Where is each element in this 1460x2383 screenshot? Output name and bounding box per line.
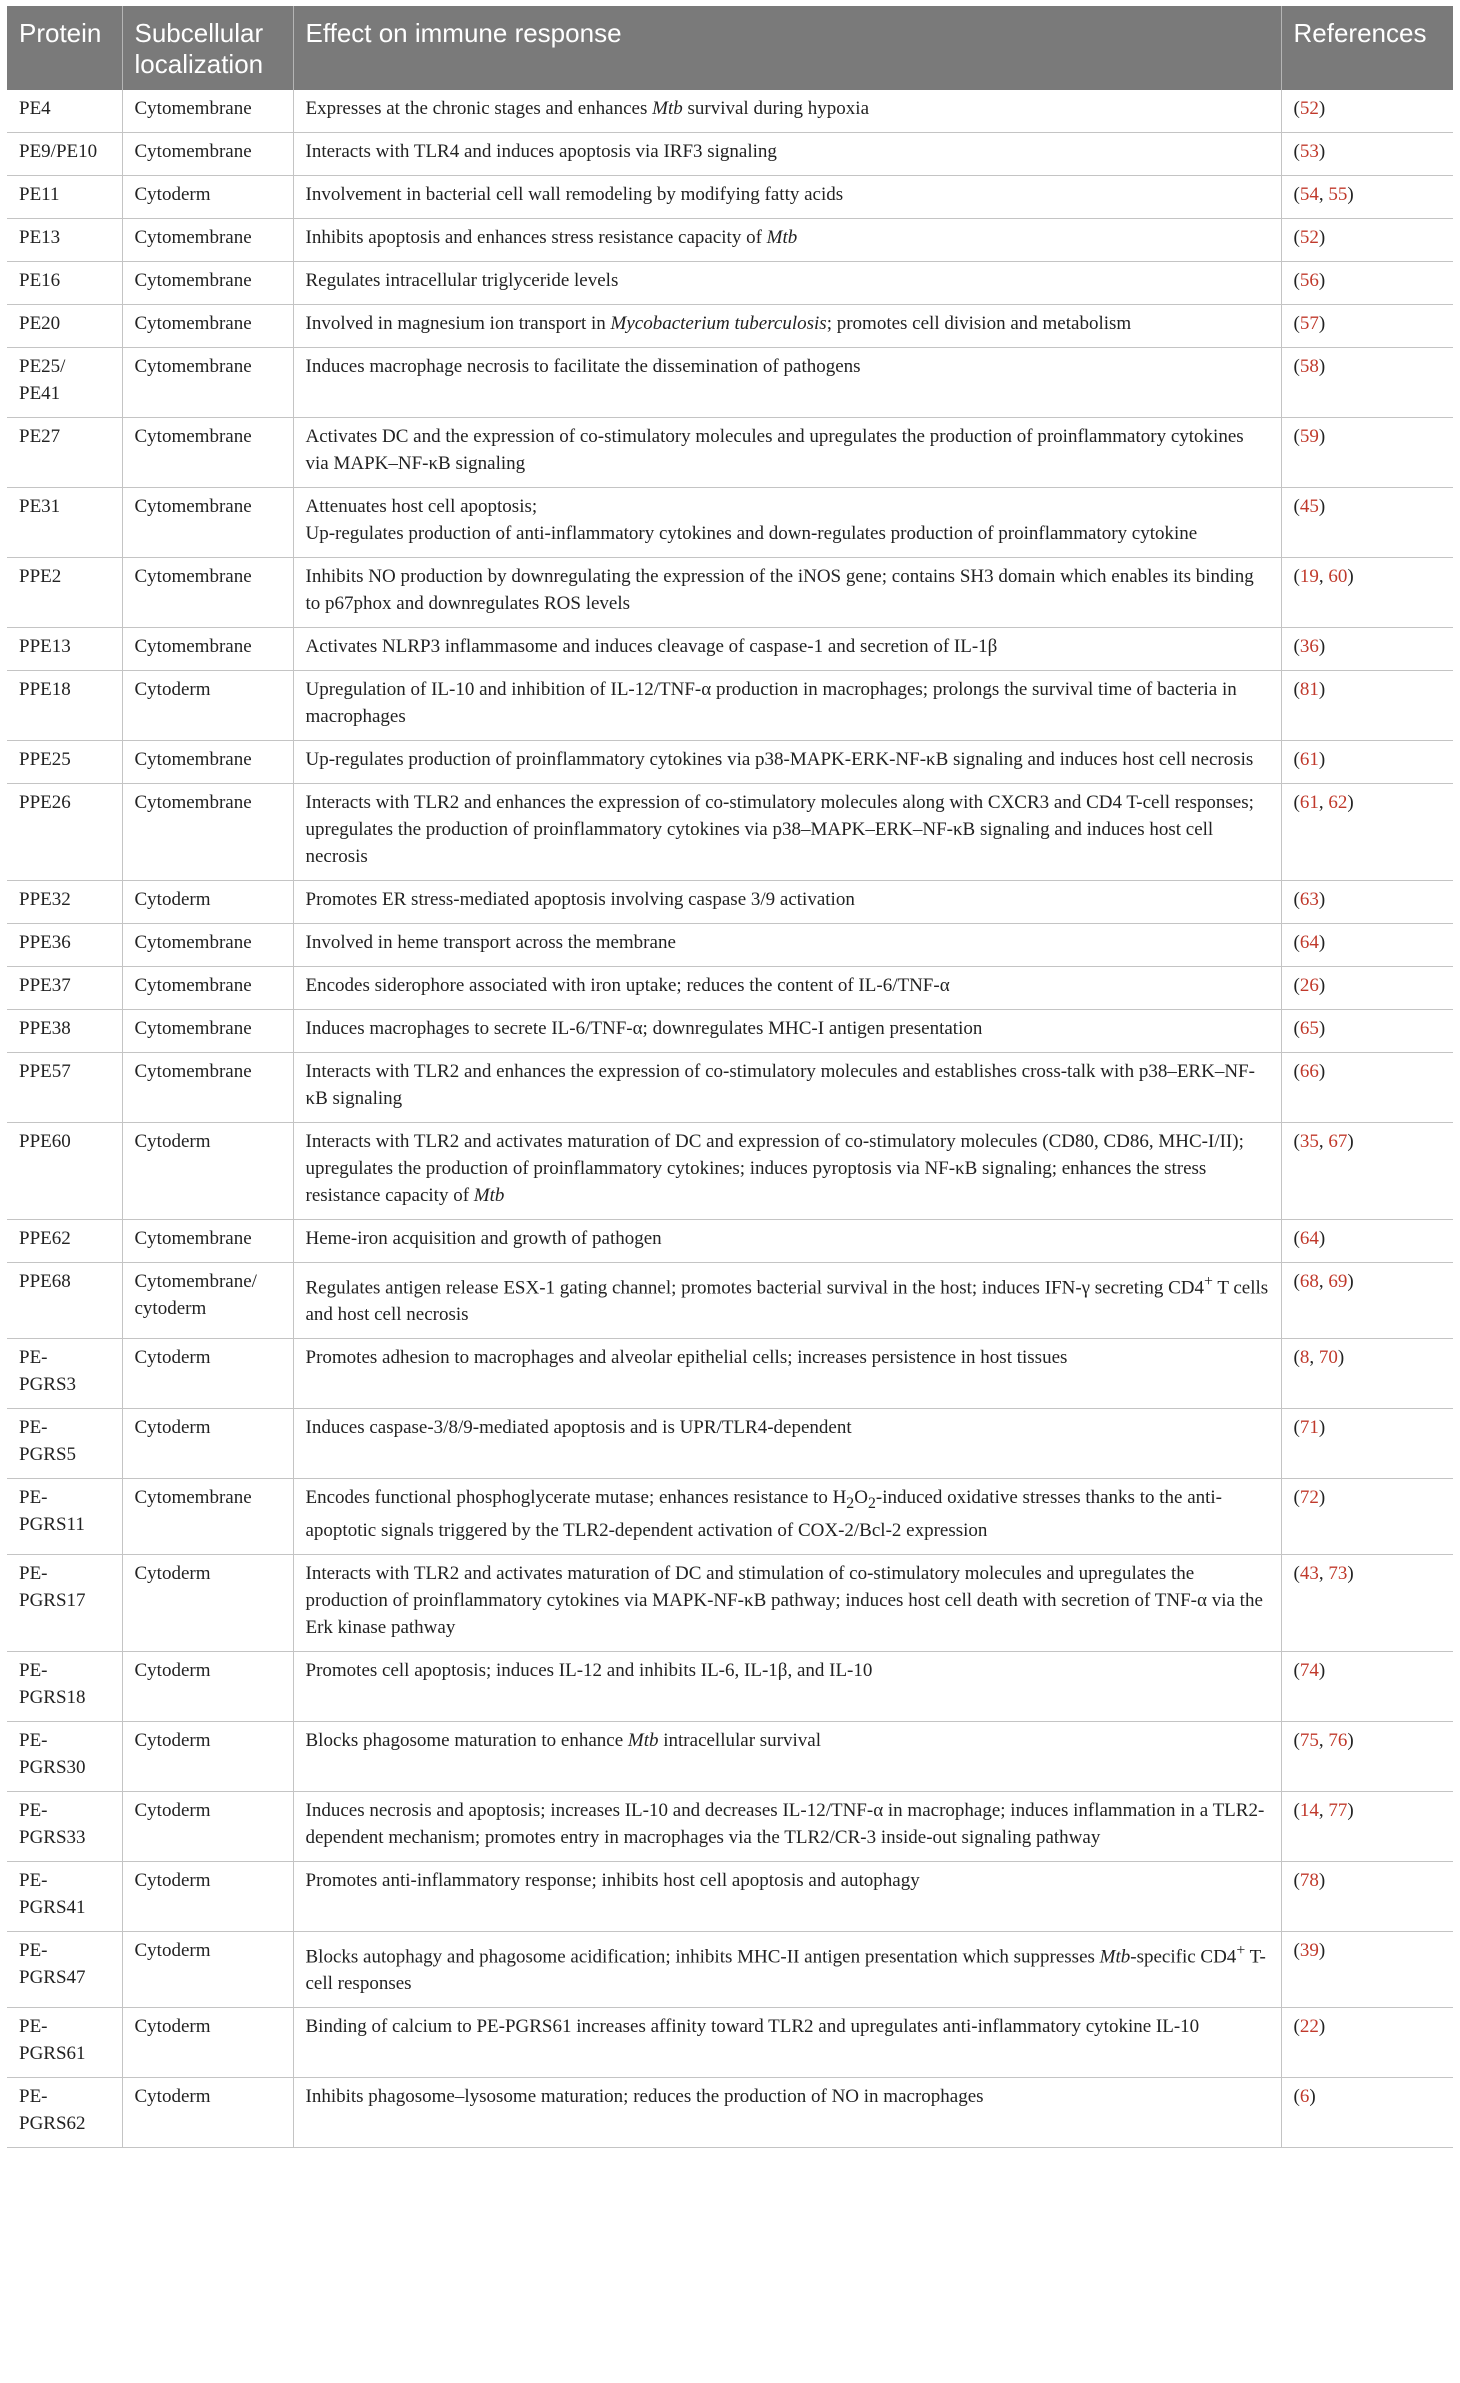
cell-protein: PE20	[7, 305, 122, 348]
cell-effect: Blocks phagosome maturation to enhance Mtb intracellular survival	[293, 1722, 1281, 1792]
cell-effect: Interacts with TLR2 and enhances the expression of co-stimulatory molecules and establishes cross-talk with p38–ERK–NF-κB signaling	[293, 1053, 1281, 1123]
cell-references: (19, 60)	[1281, 558, 1453, 628]
cell-references: (78)	[1281, 1862, 1453, 1932]
cell-effect: Activates NLRP3 inflammasome and induces cleavage of caspase-1 and secretion of IL-1β	[293, 628, 1281, 671]
cell-localization: Cytomembrane	[122, 488, 293, 558]
cell-references: (68, 69)	[1281, 1263, 1453, 1339]
table-row	[7, 418, 1453, 488]
cell-protein: PE- PGRS61	[7, 2008, 122, 2078]
cell-localization: Cytomembrane	[122, 628, 293, 671]
reference-link[interactable]: 39	[1299, 1940, 1319, 1962]
reference-link[interactable]: 74	[1299, 1660, 1319, 1682]
reference-link[interactable]: 65	[1299, 1018, 1319, 1039]
reference-link[interactable]: 58	[1299, 356, 1319, 377]
reference-link[interactable]: 66	[1299, 1061, 1319, 1082]
cell-protein: PPE25	[7, 741, 122, 784]
cell-protein: PE25/ PE41	[7, 348, 122, 418]
reference-link[interactable]: 76	[1328, 1730, 1348, 1752]
cell-localization: Cytomembrane	[122, 924, 293, 967]
cell-protein: PPE32	[7, 881, 122, 924]
cell-protein: PE- PGRS11	[7, 1479, 122, 1555]
reference-link[interactable]: 62	[1328, 792, 1348, 813]
cell-localization: Cytoderm	[122, 1652, 293, 1722]
cell-references: (14, 77)	[1281, 1792, 1453, 1862]
cell-localization: Cytomembrane	[122, 133, 293, 176]
table-row	[7, 1722, 1453, 1792]
cell-localization: Cytoderm	[122, 1932, 293, 2008]
table-row	[7, 741, 1453, 784]
cell-effect: Interacts with TLR2 and enhances the expression of co-stimulatory molecules along with CXCR3 and CD4 T-cell responses; upregulates the production of proinflammatory cytokines via p38–MAPK–ERK–NF-κB signaling and induces host cell necrosis	[293, 784, 1281, 881]
reference-link[interactable]: 55	[1328, 184, 1348, 205]
header-references: References	[1281, 6, 1453, 90]
reference-link[interactable]: 78	[1299, 1870, 1319, 1892]
cell-references: (8, 70)	[1281, 1339, 1453, 1409]
cell-protein: PPE13	[7, 628, 122, 671]
table-row	[7, 1053, 1453, 1123]
reference-link[interactable]: 36	[1299, 636, 1319, 657]
immune-response-table	[7, 6, 1453, 2148]
cell-effect: Binding of calcium to PE-PGRS61 increases affinity toward TLR2 and upregulates anti-inflammatory cytokine IL-10	[293, 2008, 1281, 2078]
reference-link[interactable]: 52	[1299, 98, 1319, 119]
cell-effect: Induces caspase-3/8/9-mediated apoptosis and is UPR/TLR4-dependent	[293, 1409, 1281, 1479]
table-row	[7, 967, 1453, 1010]
reference-link[interactable]: 8	[1299, 1347, 1310, 1369]
cell-effect: Blocks autophagy and phagosome acidification; inhibits MHC-II antigen presentation which suppresses Mtb-specific CD4+ T-cell responses	[293, 1932, 1281, 2008]
cell-effect: Promotes ER stress-mediated apoptosis involving caspase 3/9 activation	[293, 881, 1281, 924]
cell-references: (64)	[1281, 1220, 1453, 1263]
reference-link[interactable]: 75	[1299, 1730, 1319, 1752]
table-row	[7, 305, 1453, 348]
cell-protein: PPE60	[7, 1123, 122, 1220]
reference-link[interactable]: 26	[1299, 975, 1319, 996]
cell-references: (54, 55)	[1281, 176, 1453, 219]
cell-effect: Inhibits phagosome–lysosome maturation; reduces the production of NO in macrophages	[293, 2078, 1281, 2148]
reference-link[interactable]: 81	[1299, 679, 1319, 700]
cell-effect: Inhibits NO production by downregulating the expression of the iNOS gene; contains SH3 domain which enables its binding to p67phox and downregulates ROS levels	[293, 558, 1281, 628]
cell-effect: Expresses at the chronic stages and enhances Mtb survival during hypoxia	[293, 90, 1281, 133]
cell-references: (63)	[1281, 881, 1453, 924]
reference-link[interactable]: 61	[1299, 792, 1319, 813]
cell-references: (71)	[1281, 1409, 1453, 1479]
cell-effect: Induces necrosis and apoptosis; increases IL-10 and decreases IL-12/TNF-α in macrophage; induces inflammation in a TLR2-dependent mechanism; promotes entry in macrophages via the TLR2/CR-3 inside-out signaling pathway	[293, 1792, 1281, 1862]
cell-protein: PE4	[7, 90, 122, 133]
reference-link[interactable]: 35	[1299, 1131, 1319, 1152]
cell-effect: Induces macrophage necrosis to facilitate the dissemination of pathogens	[293, 348, 1281, 418]
table-row	[7, 90, 1453, 133]
reference-link[interactable]: 53	[1299, 141, 1319, 162]
table-row	[7, 262, 1453, 305]
cell-references: (57)	[1281, 305, 1453, 348]
cell-localization: Cytoderm	[122, 1862, 293, 1932]
cell-references: (75, 76)	[1281, 1722, 1453, 1792]
table-row	[7, 1409, 1453, 1479]
cell-effect: Induces macrophages to secrete IL-6/TNF-α; downregulates MHC-I antigen presentation	[293, 1010, 1281, 1053]
cell-protein: PPE26	[7, 784, 122, 881]
reference-link[interactable]: 45	[1299, 496, 1319, 517]
cell-protein: PPE37	[7, 967, 122, 1010]
table-row	[7, 348, 1453, 418]
reference-link[interactable]: 14	[1299, 1800, 1319, 1822]
cell-localization: Cytomembrane	[122, 784, 293, 881]
reference-link[interactable]: 77	[1328, 1800, 1348, 1822]
table-row	[7, 176, 1453, 219]
cell-references: (53)	[1281, 133, 1453, 176]
reference-link[interactable]: 52	[1299, 227, 1319, 248]
cell-localization: Cytomembrane	[122, 219, 293, 262]
header-subcellular-localization: Subcellular localization	[122, 6, 293, 90]
cell-references: (64)	[1281, 924, 1453, 967]
cell-localization: Cytoderm	[122, 176, 293, 219]
reference-link[interactable]: 64	[1299, 932, 1319, 953]
cell-protein: PE27	[7, 418, 122, 488]
table-row	[7, 133, 1453, 176]
table-row	[7, 1010, 1453, 1053]
cell-protein: PE- PGRS62	[7, 2078, 122, 2148]
table-row	[7, 671, 1453, 741]
reference-link[interactable]: 68	[1299, 1271, 1319, 1292]
cell-references: (22)	[1281, 2008, 1453, 2078]
cell-protein: PE- PGRS18	[7, 1652, 122, 1722]
cell-localization: Cytoderm	[122, 2078, 293, 2148]
cell-references: (39)	[1281, 1932, 1453, 2008]
cell-protein: PE- PGRS17	[7, 1555, 122, 1652]
cell-localization: Cytoderm	[122, 1409, 293, 1479]
cell-references: (52)	[1281, 90, 1453, 133]
cell-effect: Involved in magnesium ion transport in Mycobacterium tuberculosis; promotes cell division and metabolism	[293, 305, 1281, 348]
cell-protein: PPE2	[7, 558, 122, 628]
cell-effect: Promotes cell apoptosis; induces IL-12 and inhibits IL-6, IL-1β, and IL-10	[293, 1652, 1281, 1722]
cell-effect: Inhibits apoptosis and enhances stress resistance capacity of Mtb	[293, 219, 1281, 262]
reference-link[interactable]: 59	[1299, 426, 1319, 447]
cell-references: (74)	[1281, 1652, 1453, 1722]
cell-references: (61)	[1281, 741, 1453, 784]
cell-localization: Cytomembrane/ cytoderm	[122, 1263, 293, 1339]
reference-link[interactable]: 56	[1299, 270, 1319, 291]
cell-effect: Regulates antigen release ESX-1 gating channel; promotes bacterial survival in the host; induces IFN-γ secreting CD4+ T cells and host cell necrosis	[293, 1263, 1281, 1339]
table-header	[7, 6, 1453, 90]
table-row	[7, 1123, 1453, 1220]
reference-link[interactable]: 43	[1299, 1563, 1319, 1585]
cell-protein: PE- PGRS3	[7, 1339, 122, 1409]
cell-references: (26)	[1281, 967, 1453, 1010]
cell-protein: PE9/PE10	[7, 133, 122, 176]
cell-effect: Involvement in bacterial cell wall remodeling by modifying fatty acids	[293, 176, 1281, 219]
cell-localization: Cytoderm	[122, 1555, 293, 1652]
reference-link[interactable]: 60	[1328, 566, 1348, 587]
cell-localization: Cytomembrane	[122, 741, 293, 784]
table-body	[7, 90, 1453, 2148]
reference-link[interactable]: 54	[1299, 184, 1319, 205]
cell-references: (6)	[1281, 2078, 1453, 2148]
cell-effect: Upregulation of IL-10 and inhibition of IL-12/TNF-α production in macrophages; prolongs the survival time of bacteria in macrophages	[293, 671, 1281, 741]
cell-protein: PPE57	[7, 1053, 122, 1123]
cell-localization: Cytomembrane	[122, 967, 293, 1010]
cell-effect: Encodes siderophore associated with iron uptake; reduces the content of IL-6/TNF-α	[293, 967, 1281, 1010]
table-row	[7, 488, 1453, 558]
table-row	[7, 784, 1453, 881]
cell-localization: Cytoderm	[122, 1722, 293, 1792]
cell-protein: PPE36	[7, 924, 122, 967]
table-row	[7, 881, 1453, 924]
header-protein: Protein	[7, 6, 122, 90]
cell-localization: Cytoderm	[122, 1339, 293, 1409]
reference-link[interactable]: 6	[1299, 2086, 1310, 2108]
table-row	[7, 2078, 1453, 2148]
cell-references: (45)	[1281, 488, 1453, 558]
cell-localization: Cytomembrane	[122, 1479, 293, 1555]
cell-effect: Regulates intracellular triglyceride levels	[293, 262, 1281, 305]
reference-link[interactable]: 19	[1299, 566, 1319, 587]
table-row	[7, 1555, 1453, 1652]
reference-link[interactable]: 67	[1328, 1131, 1348, 1152]
table-row	[7, 1862, 1453, 1932]
cell-references: (52)	[1281, 219, 1453, 262]
table-row	[7, 1220, 1453, 1263]
cell-effect: Activates DC and the expression of co-stimulatory molecules and upregulates the production of proinflammatory cytokines via MAPK–NF-κB signaling	[293, 418, 1281, 488]
table-row	[7, 628, 1453, 671]
cell-references: (59)	[1281, 418, 1453, 488]
cell-references: (58)	[1281, 348, 1453, 418]
cell-references: (36)	[1281, 628, 1453, 671]
cell-effect: Promotes adhesion to macrophages and alveolar epithelial cells; increases persistence in host tissues	[293, 1339, 1281, 1409]
table-row	[7, 924, 1453, 967]
reference-link[interactable]: 22	[1299, 2016, 1319, 2038]
cell-localization: Cytoderm	[122, 671, 293, 741]
cell-localization: Cytomembrane	[122, 90, 293, 133]
cell-references: (66)	[1281, 1053, 1453, 1123]
table-row	[7, 219, 1453, 262]
cell-protein: PE- PGRS33	[7, 1792, 122, 1862]
reference-link[interactable]: 64	[1299, 1228, 1319, 1249]
cell-effect: Interacts with TLR2 and activates maturation of DC and expression of co-stimulatory molecules (CD80, CD86, MHC-I/II); upregulates the production of proinflammatory cytokines; induces pyroptosis via NF-κB signaling; enhances the stress resistance capacity of Mtb	[293, 1123, 1281, 1220]
cell-effect: Interacts with TLR4 and induces apoptosis via IRF3 signaling	[293, 133, 1281, 176]
cell-protein: PE- PGRS5	[7, 1409, 122, 1479]
cell-protein: PPE68	[7, 1263, 122, 1339]
reference-link[interactable]: 70	[1318, 1347, 1338, 1369]
cell-references: (72)	[1281, 1479, 1453, 1555]
cell-protein: PE11	[7, 176, 122, 219]
table-row	[7, 1263, 1453, 1339]
reference-link[interactable]: 61	[1299, 749, 1319, 770]
reference-link[interactable]: 63	[1299, 889, 1319, 910]
cell-effect: Encodes functional phosphoglycerate mutase; enhances resistance to $H_2O_2$-induced oxidative stresses thanks to the anti-apoptotic signals triggered by the TLR2-dependent activation of COX-2/Bcl-2 expression	[293, 1479, 1281, 1555]
cell-localization: Cytomembrane	[122, 558, 293, 628]
reference-link[interactable]: 71	[1299, 1417, 1319, 1439]
cell-localization: Cytoderm	[122, 2008, 293, 2078]
header-row	[7, 6, 1453, 90]
cell-protein: PPE38	[7, 1010, 122, 1053]
cell-localization: Cytomembrane	[122, 262, 293, 305]
cell-effect: Attenuates host cell apoptosis; Up-regulates production of anti-inflammatory cytokines and down-regulates production of proinflammatory cytokine	[293, 488, 1281, 558]
cell-protein: PE- PGRS41	[7, 1862, 122, 1932]
cell-effect: Heme-iron acquisition and growth of pathogen	[293, 1220, 1281, 1263]
cell-localization: Cytomembrane	[122, 418, 293, 488]
cell-references: (65)	[1281, 1010, 1453, 1053]
cell-localization: Cytoderm	[122, 1792, 293, 1862]
cell-localization: Cytomembrane	[122, 1220, 293, 1263]
cell-protein: PE- PGRS30	[7, 1722, 122, 1792]
cell-localization: Cytoderm	[122, 1123, 293, 1220]
reference-link[interactable]: 72	[1299, 1487, 1319, 1509]
table-row	[7, 1932, 1453, 2008]
cell-effect: Interacts with TLR2 and activates maturation of DC and stimulation of co-stimulatory molecules and upregulates the production of proinflammatory cytokines via MAPK-NF-κB pathway; induces host cell death with secretion of TNF-α via the Erk kinase pathway	[293, 1555, 1281, 1652]
cell-effect: Involved in heme transport across the membrane	[293, 924, 1281, 967]
table-row	[7, 1479, 1453, 1555]
table-row	[7, 558, 1453, 628]
cell-effect: Promotes anti-inflammatory response; inhibits host cell apoptosis and autophagy	[293, 1862, 1281, 1932]
cell-references: (81)	[1281, 671, 1453, 741]
cell-localization: Cytomembrane	[122, 348, 293, 418]
table-row	[7, 1339, 1453, 1409]
table-row	[7, 2008, 1453, 2078]
cell-protein: PPE18	[7, 671, 122, 741]
cell-protein: PE31	[7, 488, 122, 558]
cell-references: (43, 73)	[1281, 1555, 1453, 1652]
table-row	[7, 1652, 1453, 1722]
cell-protein: PE- PGRS47	[7, 1932, 122, 2008]
cell-effect: Up-regulates production of proinflammatory cytokines via p38-MAPK-ERK-NF-κB signaling and induces host cell necrosis	[293, 741, 1281, 784]
header-effect: Effect on immune response	[293, 6, 1281, 90]
cell-protein: PE16	[7, 262, 122, 305]
cell-localization: Cytomembrane	[122, 1010, 293, 1053]
cell-references: (35, 67)	[1281, 1123, 1453, 1220]
reference-link[interactable]: 57	[1299, 313, 1319, 334]
cell-references: (56)	[1281, 262, 1453, 305]
cell-localization: Cytomembrane	[122, 305, 293, 348]
reference-link[interactable]: 69	[1328, 1271, 1348, 1292]
cell-protein: PPE62	[7, 1220, 122, 1263]
cell-localization: Cytoderm	[122, 881, 293, 924]
cell-references: (61, 62)	[1281, 784, 1453, 881]
reference-link[interactable]: 73	[1328, 1563, 1348, 1585]
cell-protein: PE13	[7, 219, 122, 262]
cell-localization: Cytomembrane	[122, 1053, 293, 1123]
table-row	[7, 1792, 1453, 1862]
